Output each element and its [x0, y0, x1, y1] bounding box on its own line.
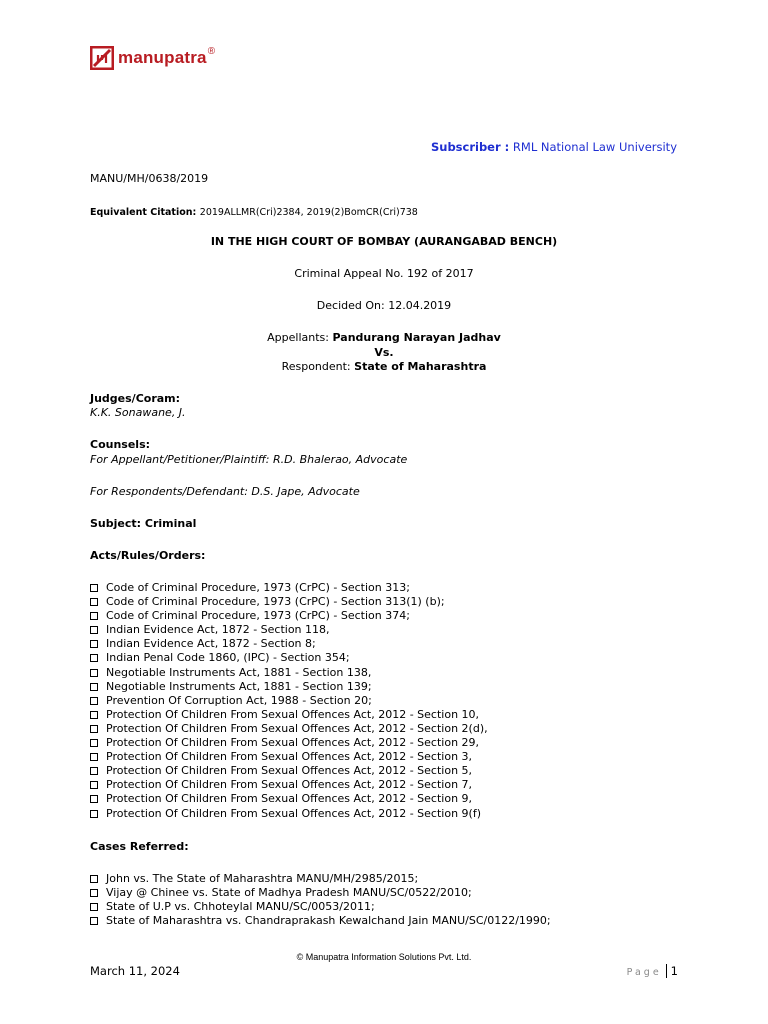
checkbox-icon — [90, 640, 98, 648]
respondent-line — [0, 360, 768, 373]
checkbox-icon — [90, 697, 98, 705]
checkbox-icon — [90, 781, 98, 789]
list-item: Protection Of Children From Sexual Offences Act, 2012 - Section 2(d), — [90, 722, 488, 736]
checkbox-icon — [90, 725, 98, 733]
checkbox-icon — [90, 739, 98, 747]
list-item: Vijay @ Chinee vs. State of Madhya Pradesh MANU/SC/0522/2010; — [90, 886, 551, 900]
equivalent-citation — [90, 205, 418, 218]
checkbox-icon — [90, 669, 98, 677]
acts-heading: Acts/Rules/Orders: — [90, 549, 206, 562]
footer-date: March 11, 2024 — [90, 964, 180, 978]
checkbox-icon — [90, 767, 98, 775]
cases-heading: Cases Referred: — [90, 840, 189, 853]
page-label: Page — [626, 967, 662, 978]
list-item: Negotiable Instruments Act, 1881 - Section 139; — [90, 680, 488, 694]
checkbox-icon — [90, 810, 98, 818]
cases-list — [90, 872, 551, 928]
list-item: Code of Criminal Procedure, 1973 (CrPC) - Section 313(1) (b); — [90, 595, 488, 609]
judges-heading: Judges/Coram: — [90, 392, 181, 405]
checkbox-icon — [90, 917, 98, 925]
list-item: John vs. The State of Maharashtra MANU/MH/2985/2015; — [90, 872, 551, 886]
respondent-label: Respondent: — [281, 360, 351, 373]
decided-date: Decided On: 12.04.2019 — [316, 299, 452, 312]
page-number: 1 — [666, 964, 678, 978]
footer-copyright: © Manupatra Information Solutions Pvt. Ltd. — [296, 952, 472, 962]
list-item: Protection Of Children From Sexual Offences Act, 2012 - Section 9, — [90, 792, 488, 806]
manupatra-logo-icon — [90, 46, 114, 70]
subscriber-label: Subscriber : — [430, 140, 510, 154]
appellants-label: Appellants: — [267, 331, 329, 344]
brand-name: manupatra — [118, 48, 207, 67]
checkbox-icon — [90, 683, 98, 691]
checkbox-icon — [90, 612, 98, 620]
appellants-name: Pandurang Narayan Jadhav — [332, 331, 501, 344]
checkbox-icon — [90, 711, 98, 719]
footer-page-number — [627, 964, 678, 978]
list-item: Protection Of Children From Sexual Offences Act, 2012 - Section 3, — [90, 750, 488, 764]
list-item: Protection Of Children From Sexual Offences Act, 2012 - Section 29, — [90, 736, 488, 750]
counsel-respondent: For Respondents/Defendant: D.S. Jape, Advocate — [90, 485, 360, 498]
list-item: Indian Evidence Act, 1872 - Section 118, — [90, 623, 488, 637]
judges-value: K.K. Sonawane, J. — [90, 406, 186, 419]
checkbox-icon — [90, 889, 98, 897]
list-item: Protection Of Children From Sexual Offences Act, 2012 - Section 9(f) — [90, 807, 488, 821]
equivalent-citation-label: Equivalent Citation: — [90, 207, 197, 218]
acts-list — [90, 581, 488, 821]
list-item: Protection Of Children From Sexual Offences Act, 2012 - Section 10, — [90, 708, 488, 722]
checkbox-icon — [90, 903, 98, 911]
subject: Subject: Criminal — [90, 517, 197, 530]
brand-logo — [90, 46, 215, 70]
list-item: Protection Of Children From Sexual Offences Act, 2012 - Section 5, — [90, 764, 488, 778]
checkbox-icon — [90, 875, 98, 883]
checkbox-icon — [90, 654, 98, 662]
counsel-appellant: For Appellant/Petitioner/Plaintiff: R.D. Bhalerao, Advocate — [90, 453, 408, 466]
list-item: Indian Evidence Act, 1872 - Section 8; — [90, 637, 488, 651]
equivalent-citation-value: 2019ALLMR(Cri)2384, 2019(2)BomCR(Cri)738 — [199, 207, 418, 218]
checkbox-icon — [90, 598, 98, 606]
manu-citation: MANU/MH/0638/2019 — [90, 172, 209, 185]
list-item: State of Maharashtra vs. Chandraprakash Kewalchand Jain MANU/SC/0122/1990; — [90, 914, 551, 928]
checkbox-icon — [90, 795, 98, 803]
list-item: Protection Of Children From Sexual Offences Act, 2012 - Section 7, — [90, 778, 488, 792]
list-item: Code of Criminal Procedure, 1973 (CrPC) - Section 374; — [90, 609, 488, 623]
list-item: State of U.P vs. Chhoteylal MANU/SC/0053/2011; — [90, 900, 551, 914]
list-item: Prevention Of Corruption Act, 1988 - Section 20; — [90, 694, 488, 708]
court-name: IN THE HIGH COURT OF BOMBAY (AURANGABAD BENCH) — [210, 235, 558, 248]
appellants-line — [0, 331, 768, 344]
appeal-number: Criminal Appeal No. 192 of 2017 — [294, 267, 474, 280]
list-item: Code of Criminal Procedure, 1973 (CrPC) - Section 313; — [90, 581, 488, 595]
subscriber-value: RML National Law University — [512, 140, 677, 154]
checkbox-icon — [90, 584, 98, 592]
list-item: Indian Penal Code 1860, (IPC) - Section 354; — [90, 651, 488, 665]
checkbox-icon — [90, 626, 98, 634]
list-item: Negotiable Instruments Act, 1881 - Section 138, — [90, 666, 488, 680]
versus: Vs. — [374, 346, 394, 359]
respondent-name: State of Maharashtra — [354, 360, 487, 373]
counsels-heading: Counsels: — [90, 438, 151, 451]
subscriber-line — [431, 140, 677, 154]
checkbox-icon — [90, 753, 98, 761]
brand-registered-mark: ® — [207, 45, 216, 57]
